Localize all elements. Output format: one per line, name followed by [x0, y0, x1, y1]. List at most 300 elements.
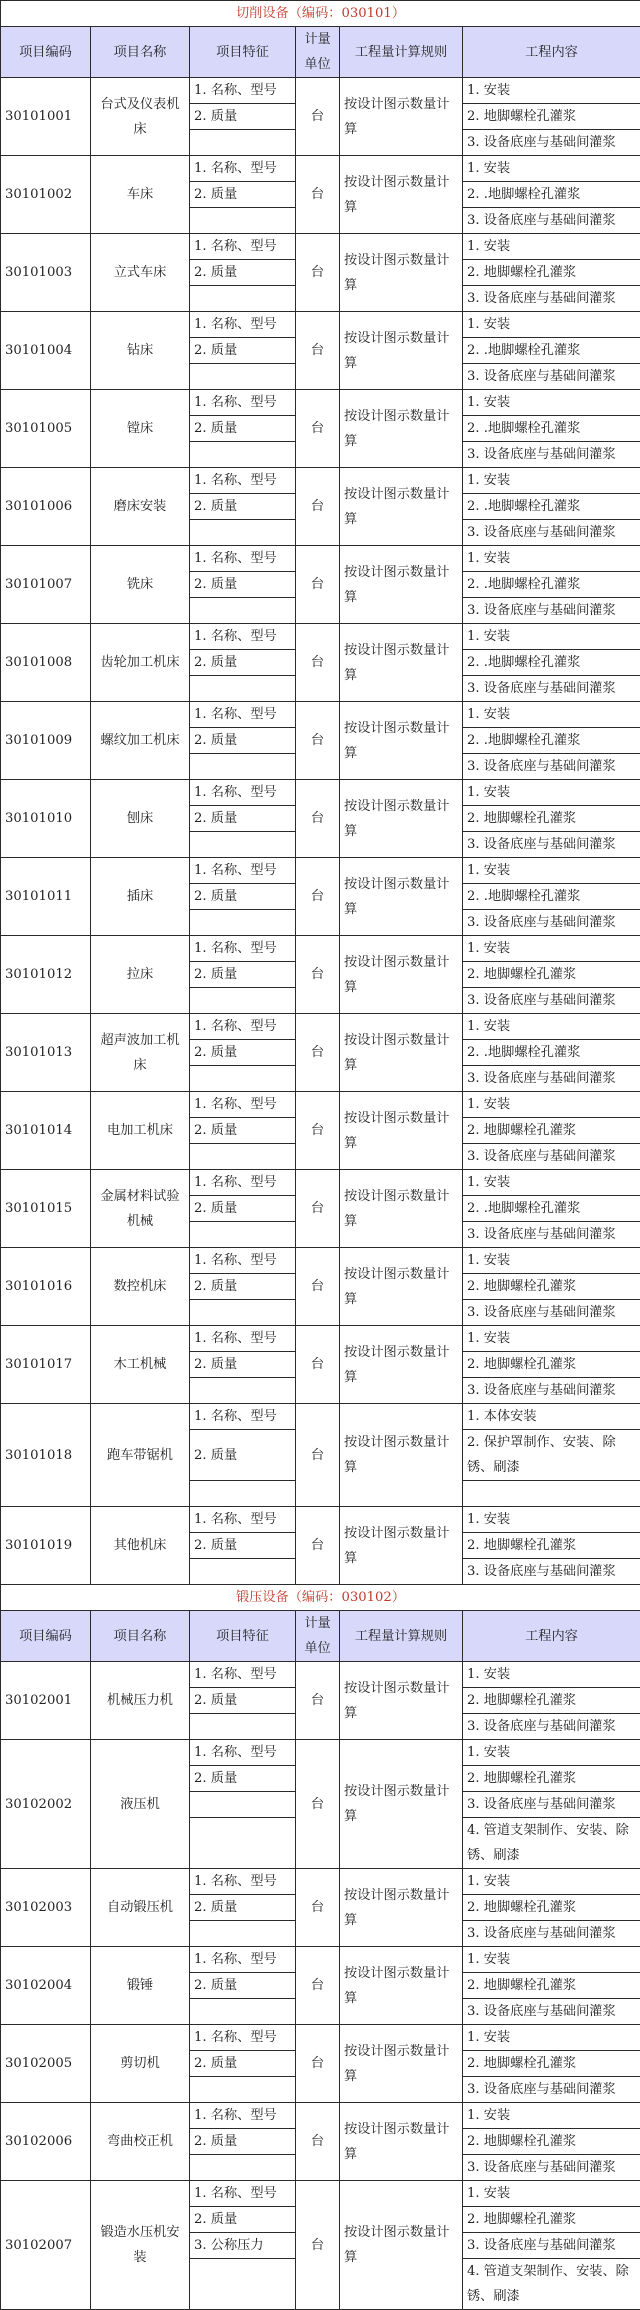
item-content: 3. 设备底座与基础间灌浆 — [463, 1792, 640, 1818]
item-content: 3. 设备底座与基础间灌浆 — [463, 1921, 640, 1947]
item-unit: 台 — [296, 1170, 340, 1248]
item-unit: 台 — [296, 780, 340, 858]
item-content: 3. 设备底座与基础间灌浆 — [463, 676, 640, 702]
item-name: 电加工机床 — [91, 1092, 190, 1170]
table-row — [1, 1092, 640, 1118]
table-row — [1, 1869, 640, 1895]
item-feature: 2. 质量 — [190, 1533, 296, 1559]
item-content: 3. 设备底座与基础间灌浆 — [463, 988, 640, 1014]
table-row — [1, 78, 640, 104]
item-feature: 2. 质量 — [190, 182, 296, 208]
item-name: 钻床 — [91, 312, 190, 390]
item-feature — [190, 1378, 296, 1404]
column-header: 项目编码 — [1, 1611, 91, 1662]
item-feature: 1. 名称、型号 — [190, 2025, 296, 2051]
item-content: 2. 地脚螺栓孔灌浆 — [463, 1973, 640, 1999]
item-content: 2. 地脚螺栓孔灌浆 — [463, 1352, 640, 1378]
table-row — [1, 234, 640, 260]
item-feature: 1. 名称、型号 — [190, 1869, 296, 1895]
item-code: 30101001 — [1, 78, 91, 156]
item-feature: 2. 质量 — [190, 260, 296, 286]
table-row — [1, 702, 640, 728]
item-unit: 台 — [296, 2103, 340, 2181]
item-name: 跑车带锯机 — [91, 1404, 190, 1507]
item-feature: 2. 质量 — [190, 884, 296, 910]
item-rule: 按设计图示数量计算 — [340, 156, 463, 234]
item-rule: 按设计图示数量计算 — [340, 468, 463, 546]
item-feature — [190, 988, 296, 1014]
item-code: 30101017 — [1, 1326, 91, 1404]
item-content: 3. 设备底座与基础间灌浆 — [463, 1559, 640, 1585]
table-row — [1, 780, 640, 806]
item-feature — [190, 1714, 296, 1740]
item-unit: 台 — [296, 624, 340, 702]
item-content: 1. 安装 — [463, 78, 640, 104]
table-row — [1, 858, 640, 884]
item-content: 1. 安装 — [463, 1014, 640, 1040]
item-rule: 按设计图示数量计算 — [340, 1092, 463, 1170]
item-feature: 2. 质量 — [190, 1430, 296, 1481]
section-title: 切削设备（编码：030101） — [1, 1, 640, 27]
item-rule: 按设计图示数量计算 — [340, 234, 463, 312]
item-feature: 2. 质量 — [190, 1688, 296, 1714]
column-header: 项目名称 — [91, 1611, 190, 1662]
item-content: 3. 设备底座与基础间灌浆 — [463, 832, 640, 858]
item-content: 1. 安装 — [463, 234, 640, 260]
item-feature: 1. 名称、型号 — [190, 2181, 296, 2207]
item-feature: 2. 质量 — [190, 1274, 296, 1300]
item-code: 30101016 — [1, 1248, 91, 1326]
item-name: 磨床安装 — [91, 468, 190, 546]
item-feature: 1. 名称、型号 — [190, 702, 296, 728]
item-feature — [190, 1921, 296, 1947]
item-content: 2. 地脚螺栓孔灌浆 — [463, 1688, 640, 1714]
item-content: 2. .地脚螺栓孔灌浆 — [463, 884, 640, 910]
column-header: 工程内容 — [463, 27, 640, 78]
column-header: 工程量计算规则 — [340, 27, 463, 78]
item-feature: 2. 质量 — [190, 1352, 296, 1378]
item-feature: 2. 质量 — [190, 2207, 296, 2233]
item-content: 1. 安装 — [463, 858, 640, 884]
item-content: 3. 设备底座与基础间灌浆 — [463, 2155, 640, 2181]
item-feature: 1. 名称、型号 — [190, 156, 296, 182]
item-name: 液压机 — [91, 1740, 190, 1869]
item-feature: 2. 质量 — [190, 1973, 296, 1999]
item-feature — [190, 130, 296, 156]
item-code: 30102004 — [1, 1947, 91, 2025]
item-content: 3. 设备底座与基础间灌浆 — [463, 1999, 640, 2025]
column-header: 项目特征 — [190, 1611, 296, 1662]
section-title-row — [1, 1, 640, 27]
item-feature: 2. 质量 — [190, 1196, 296, 1222]
item-content: 2. .地脚螺栓孔灌浆 — [463, 728, 640, 754]
item-feature: 3. 公称压力 — [190, 2233, 296, 2259]
item-feature — [190, 1144, 296, 1170]
item-content: 2. 地脚螺栓孔灌浆 — [463, 2051, 640, 2077]
item-unit: 台 — [296, 1014, 340, 1092]
item-code: 30101008 — [1, 624, 91, 702]
item-feature: 2. 质量 — [190, 650, 296, 676]
item-content: 3. 设备底座与基础间灌浆 — [463, 364, 640, 390]
item-content: 3. 设备底座与基础间灌浆 — [463, 286, 640, 312]
item-feature: 1. 名称、型号 — [190, 546, 296, 572]
item-feature: 2. 质量 — [190, 1766, 296, 1792]
item-code: 30101005 — [1, 390, 91, 468]
item-content: 3. 设备底座与基础间灌浆 — [463, 1714, 640, 1740]
item-content: 3. 设备底座与基础间灌浆 — [463, 1378, 640, 1404]
item-name: 立式车床 — [91, 234, 190, 312]
item-name: 齿轮加工机床 — [91, 624, 190, 702]
header-row — [1, 27, 640, 78]
item-content: 2. .地脚螺栓孔灌浆 — [463, 416, 640, 442]
item-feature — [190, 1066, 296, 1092]
item-content: 1. 安装 — [463, 1507, 640, 1533]
item-content: 2. .地脚螺栓孔灌浆 — [463, 650, 640, 676]
item-feature — [190, 1792, 296, 1818]
item-name: 锻锤 — [91, 1947, 190, 2025]
item-feature — [190, 1559, 296, 1585]
item-feature — [190, 1222, 296, 1248]
item-unit: 台 — [296, 468, 340, 546]
item-name: 螺纹加工机床 — [91, 702, 190, 780]
item-unit: 台 — [296, 1947, 340, 2025]
item-name: 自动锻压机 — [91, 1869, 190, 1947]
table-row — [1, 1740, 640, 1766]
item-unit: 台 — [296, 2025, 340, 2103]
item-content: 1. 本体安装 — [463, 1404, 640, 1430]
item-rule: 按设计图示数量计算 — [340, 1740, 463, 1869]
item-feature: 1. 名称、型号 — [190, 78, 296, 104]
item-feature: 2. 质量 — [190, 572, 296, 598]
item-content: 3. 设备底座与基础间灌浆 — [463, 910, 640, 936]
item-name: 台式及仪表机床 — [91, 78, 190, 156]
table-row — [1, 1326, 640, 1352]
item-feature: 2. 质量 — [190, 2129, 296, 2155]
item-feature: 2. 质量 — [190, 806, 296, 832]
item-name: 机械压力机 — [91, 1662, 190, 1740]
item-name: 剪切机 — [91, 2025, 190, 2103]
item-code: 30101015 — [1, 1170, 91, 1248]
item-rule: 按设计图示数量计算 — [340, 1404, 463, 1507]
item-rule: 按设计图示数量计算 — [340, 390, 463, 468]
item-rule: 按设计图示数量计算 — [340, 1248, 463, 1326]
item-rule: 按设计图示数量计算 — [340, 2181, 463, 2310]
header-row — [1, 1611, 640, 1662]
item-name: 其他机床 — [91, 1507, 190, 1585]
item-feature — [190, 832, 296, 858]
table-row — [1, 2103, 640, 2129]
item-feature: 1. 名称、型号 — [190, 1248, 296, 1274]
item-feature — [190, 2259, 296, 2310]
item-content: 3. 设备底座与基础间灌浆 — [463, 1300, 640, 1326]
item-content: 3. 设备底座与基础间灌浆 — [463, 2077, 640, 2103]
item-feature: 1. 名称、型号 — [190, 1170, 296, 1196]
item-content: 2. 地脚螺栓孔灌浆 — [463, 104, 640, 130]
item-content: 1. 安装 — [463, 624, 640, 650]
item-feature: 1. 名称、型号 — [190, 624, 296, 650]
item-feature: 2. 质量 — [190, 962, 296, 988]
item-code: 30101018 — [1, 1404, 91, 1507]
item-content: 2. 地脚螺栓孔灌浆 — [463, 1895, 640, 1921]
item-unit: 台 — [296, 234, 340, 312]
item-rule: 按设计图示数量计算 — [340, 78, 463, 156]
item-name: 车床 — [91, 156, 190, 234]
item-content: 1. 安装 — [463, 936, 640, 962]
item-feature: 1. 名称、型号 — [190, 780, 296, 806]
item-feature: 2. 质量 — [190, 1118, 296, 1144]
item-rule: 按设计图示数量计算 — [340, 858, 463, 936]
item-feature: 1. 名称、型号 — [190, 1404, 296, 1430]
item-content: 1. 安装 — [463, 312, 640, 338]
table-row — [1, 1170, 640, 1196]
item-rule: 按设计图示数量计算 — [340, 312, 463, 390]
item-content: 2. 地脚螺栓孔灌浆 — [463, 1118, 640, 1144]
item-code: 30101013 — [1, 1014, 91, 1092]
item-code: 30101004 — [1, 312, 91, 390]
item-content: 2. 地脚螺栓孔灌浆 — [463, 2207, 640, 2233]
item-name: 木工机械 — [91, 1326, 190, 1404]
item-content: 1. 安装 — [463, 1248, 640, 1274]
item-feature — [190, 2077, 296, 2103]
item-code: 30102002 — [1, 1740, 91, 1869]
table-row — [1, 1507, 640, 1533]
item-rule: 按设计图示数量计算 — [340, 780, 463, 858]
item-unit: 台 — [296, 702, 340, 780]
item-content: 1. 安装 — [463, 1170, 640, 1196]
item-unit: 台 — [296, 1092, 340, 1170]
item-content: 1. 安装 — [463, 1092, 640, 1118]
item-feature: 1. 名称、型号 — [190, 312, 296, 338]
item-content: 2. .地脚螺栓孔灌浆 — [463, 1196, 640, 1222]
item-feature — [190, 520, 296, 546]
item-unit: 台 — [296, 1326, 340, 1404]
item-content: 2. .地脚螺栓孔灌浆 — [463, 338, 640, 364]
item-content: 2. 保护罩制作、安装、除锈、刷漆 — [463, 1430, 640, 1481]
item-code: 30101011 — [1, 858, 91, 936]
item-content: 4. 管道支架制作、安装、除锈、刷漆 — [463, 2259, 640, 2310]
item-unit: 台 — [296, 2181, 340, 2310]
item-unit: 台 — [296, 312, 340, 390]
item-content: 2. 地脚螺栓孔灌浆 — [463, 1766, 640, 1792]
item-code: 30101014 — [1, 1092, 91, 1170]
item-rule: 按设计图示数量计算 — [340, 936, 463, 1014]
item-content: 1. 安装 — [463, 546, 640, 572]
item-feature: 2. 质量 — [190, 2051, 296, 2077]
table-row — [1, 468, 640, 494]
table-row — [1, 546, 640, 572]
item-feature — [190, 364, 296, 390]
item-feature: 2. 质量 — [190, 1895, 296, 1921]
item-unit: 台 — [296, 546, 340, 624]
item-code: 30101009 — [1, 702, 91, 780]
item-code: 30102006 — [1, 2103, 91, 2181]
item-code: 30101006 — [1, 468, 91, 546]
item-content: 3. 设备底座与基础间灌浆 — [463, 1144, 640, 1170]
column-header: 项目名称 — [91, 27, 190, 78]
item-code: 30102007 — [1, 2181, 91, 2310]
item-content: 1. 安装 — [463, 1662, 640, 1688]
item-feature — [190, 754, 296, 780]
item-unit: 台 — [296, 78, 340, 156]
item-content: 3. 设备底座与基础间灌浆 — [463, 1222, 640, 1248]
item-content: 1. 安装 — [463, 2103, 640, 2129]
item-feature: 1. 名称、型号 — [190, 1740, 296, 1766]
item-code: 30101002 — [1, 156, 91, 234]
item-rule: 按设计图示数量计算 — [340, 624, 463, 702]
item-feature: 1. 名称、型号 — [190, 468, 296, 494]
item-feature: 1. 名称、型号 — [190, 1014, 296, 1040]
item-content: 1. 安装 — [463, 156, 640, 182]
item-feature — [190, 676, 296, 702]
item-feature: 1. 名称、型号 — [190, 858, 296, 884]
item-name: 锻造水压机安装 — [91, 2181, 190, 2310]
item-feature — [190, 598, 296, 624]
item-feature — [190, 1300, 296, 1326]
item-code: 30101012 — [1, 936, 91, 1014]
item-feature — [190, 2155, 296, 2181]
item-content: 2. .地脚螺栓孔灌浆 — [463, 1040, 640, 1066]
item-content: 1. 安装 — [463, 2025, 640, 2051]
item-feature: 2. 质量 — [190, 338, 296, 364]
item-name: 超声波加工机床 — [91, 1014, 190, 1092]
item-content: 1. 安装 — [463, 1947, 640, 1973]
item-unit: 台 — [296, 858, 340, 936]
item-unit: 台 — [296, 936, 340, 1014]
item-rule: 按设计图示数量计算 — [340, 2103, 463, 2181]
section-title-row — [1, 1585, 640, 1611]
item-rule: 按设计图示数量计算 — [340, 1947, 463, 2025]
item-unit: 台 — [296, 1507, 340, 1585]
item-rule: 按设计图示数量计算 — [340, 1014, 463, 1092]
item-content: 3. 设备底座与基础间灌浆 — [463, 754, 640, 780]
item-rule: 按设计图示数量计算 — [340, 1507, 463, 1585]
column-header: 计量单位 — [296, 1611, 340, 1662]
table-row — [1, 2025, 640, 2051]
item-unit: 台 — [296, 1662, 340, 1740]
item-content: 1. 安装 — [463, 2181, 640, 2207]
table-row — [1, 1014, 640, 1040]
item-content: 2. .地脚螺栓孔灌浆 — [463, 182, 640, 208]
item-content: 2. 地脚螺栓孔灌浆 — [463, 806, 640, 832]
item-feature: 1. 名称、型号 — [190, 390, 296, 416]
column-header: 项目特征 — [190, 27, 296, 78]
item-rule: 按设计图示数量计算 — [340, 2025, 463, 2103]
item-feature — [190, 286, 296, 312]
table-body — [1, 1, 640, 2310]
item-content: 3. 设备底座与基础间灌浆 — [463, 130, 640, 156]
item-rule: 按设计图示数量计算 — [340, 546, 463, 624]
item-content: 3. 设备底座与基础间灌浆 — [463, 598, 640, 624]
item-content: 1. 安装 — [463, 1326, 640, 1352]
column-header: 工程量计算规则 — [340, 1611, 463, 1662]
item-feature: 2. 质量 — [190, 728, 296, 754]
item-content: 2. 地脚螺栓孔灌浆 — [463, 1274, 640, 1300]
table-row — [1, 1662, 640, 1688]
item-content: 2. .地脚螺栓孔灌浆 — [463, 572, 640, 598]
item-rule: 按设计图示数量计算 — [340, 1326, 463, 1404]
item-unit: 台 — [296, 1869, 340, 1947]
column-header: 项目编码 — [1, 27, 91, 78]
item-content: 1. 安装 — [463, 780, 640, 806]
item-name: 刨床 — [91, 780, 190, 858]
item-name: 插床 — [91, 858, 190, 936]
item-feature: 2. 质量 — [190, 416, 296, 442]
item-code: 30101010 — [1, 780, 91, 858]
item-unit: 台 — [296, 1404, 340, 1507]
item-code: 30101007 — [1, 546, 91, 624]
item-feature: 1. 名称、型号 — [190, 1092, 296, 1118]
item-name: 拉床 — [91, 936, 190, 1014]
table-row — [1, 312, 640, 338]
item-feature — [190, 1818, 296, 1869]
item-feature: 1. 名称、型号 — [190, 936, 296, 962]
item-unit: 台 — [296, 1248, 340, 1326]
item-content: 1. 安装 — [463, 702, 640, 728]
item-code: 30102005 — [1, 2025, 91, 2103]
item-feature — [190, 1481, 296, 1507]
item-content: 3. 设备底座与基础间灌浆 — [463, 442, 640, 468]
item-name: 铣床 — [91, 546, 190, 624]
item-content: 1. 安装 — [463, 468, 640, 494]
table-row — [1, 1947, 640, 1973]
item-feature: 2. 质量 — [190, 1040, 296, 1066]
item-content: 2. 地脚螺栓孔灌浆 — [463, 1533, 640, 1559]
item-content: 2. 地脚螺栓孔灌浆 — [463, 962, 640, 988]
item-feature — [190, 1999, 296, 2025]
item-name: 弯曲校正机 — [91, 2103, 190, 2181]
item-content: 2. 地脚螺栓孔灌浆 — [463, 260, 640, 286]
item-content: 3. 设备底座与基础间灌浆 — [463, 1066, 640, 1092]
item-feature — [190, 910, 296, 936]
section-title: 锻压设备（编码：030102） — [1, 1585, 640, 1611]
column-header: 计量单位 — [296, 27, 340, 78]
item-feature: 1. 名称、型号 — [190, 2103, 296, 2129]
item-code: 30102001 — [1, 1662, 91, 1740]
item-rule: 按设计图示数量计算 — [340, 1170, 463, 1248]
item-unit: 台 — [296, 390, 340, 468]
item-content — [463, 1481, 640, 1507]
item-feature: 1. 名称、型号 — [190, 1507, 296, 1533]
item-unit: 台 — [296, 1740, 340, 1869]
table-row — [1, 624, 640, 650]
item-code: 30101019 — [1, 1507, 91, 1585]
item-feature: 1. 名称、型号 — [190, 1326, 296, 1352]
item-name: 数控机床 — [91, 1248, 190, 1326]
item-unit: 台 — [296, 156, 340, 234]
item-content: 1. 安装 — [463, 1740, 640, 1766]
item-name: 金属材料试验机械 — [91, 1170, 190, 1248]
table-row — [1, 390, 640, 416]
table-row — [1, 1404, 640, 1430]
item-content: 4. 管道支架制作、安装、除锈、刷漆 — [463, 1818, 640, 1869]
item-feature — [190, 442, 296, 468]
column-header: 工程内容 — [463, 1611, 640, 1662]
item-content: 1. 安装 — [463, 1869, 640, 1895]
item-content: 2. 地脚螺栓孔灌浆 — [463, 2129, 640, 2155]
item-content: 3. 设备底座与基础间灌浆 — [463, 208, 640, 234]
table-row — [1, 156, 640, 182]
item-content: 3. 设备底座与基础间灌浆 — [463, 520, 640, 546]
item-feature: 2. 质量 — [190, 494, 296, 520]
item-content: 2. .地脚螺栓孔灌浆 — [463, 494, 640, 520]
table-row — [1, 936, 640, 962]
item-feature: 2. 质量 — [190, 104, 296, 130]
item-name: 镗床 — [91, 390, 190, 468]
item-rule: 按设计图示数量计算 — [340, 1662, 463, 1740]
item-code: 30101003 — [1, 234, 91, 312]
item-feature: 1. 名称、型号 — [190, 1947, 296, 1973]
item-content: 3. 设备底座与基础间灌浆 — [463, 2233, 640, 2259]
